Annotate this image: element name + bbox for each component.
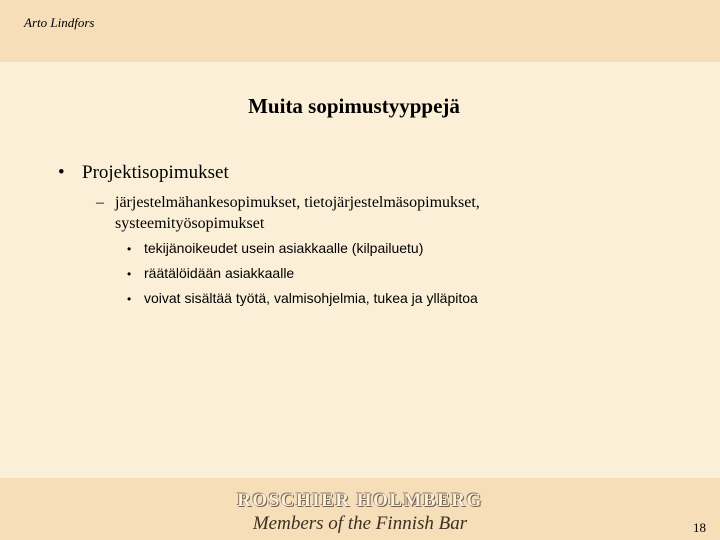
bullet-dot-icon: • xyxy=(127,292,132,306)
bullet-level3-text: räätälöidään asiakkaalle xyxy=(144,265,295,281)
bullet-level1-text: Projektisopimukset xyxy=(82,162,229,183)
bullet-level3-text: voivat sisältää työtä, valmisohjelmia, tukea ja ylläpitoa xyxy=(144,290,478,306)
firm-logo-tagline: Members of the Finnish Bar xyxy=(252,513,468,534)
bullet-level3-item xyxy=(127,265,294,281)
bullet-dot-icon: • xyxy=(58,162,65,183)
slide-title: Muita sopimustyyppejä xyxy=(248,94,460,118)
firm-logo-wordmark: ROSCHIER HOLMBERG xyxy=(237,490,483,511)
bullet-level1 xyxy=(58,162,229,184)
bullet-level2-text: järjestelmähankesopimukset, tietojärjestelmäsopimukset, systeemityösopimukset xyxy=(115,194,480,232)
bullet-level2 xyxy=(96,192,616,234)
page-number: 18 xyxy=(693,520,706,535)
bullet-level3-item xyxy=(127,290,478,306)
bullet-dot-icon: • xyxy=(127,242,132,256)
bullet-dot-icon: • xyxy=(127,267,132,281)
bullet-level3-text: tekijänoikeudet usein asiakkaalle (kilpailuetu) xyxy=(144,240,424,256)
author-name: Arto Lindfors xyxy=(24,15,95,30)
dash-icon: – xyxy=(96,194,104,211)
bullet-level3-item xyxy=(127,240,423,256)
header-band xyxy=(0,0,720,62)
